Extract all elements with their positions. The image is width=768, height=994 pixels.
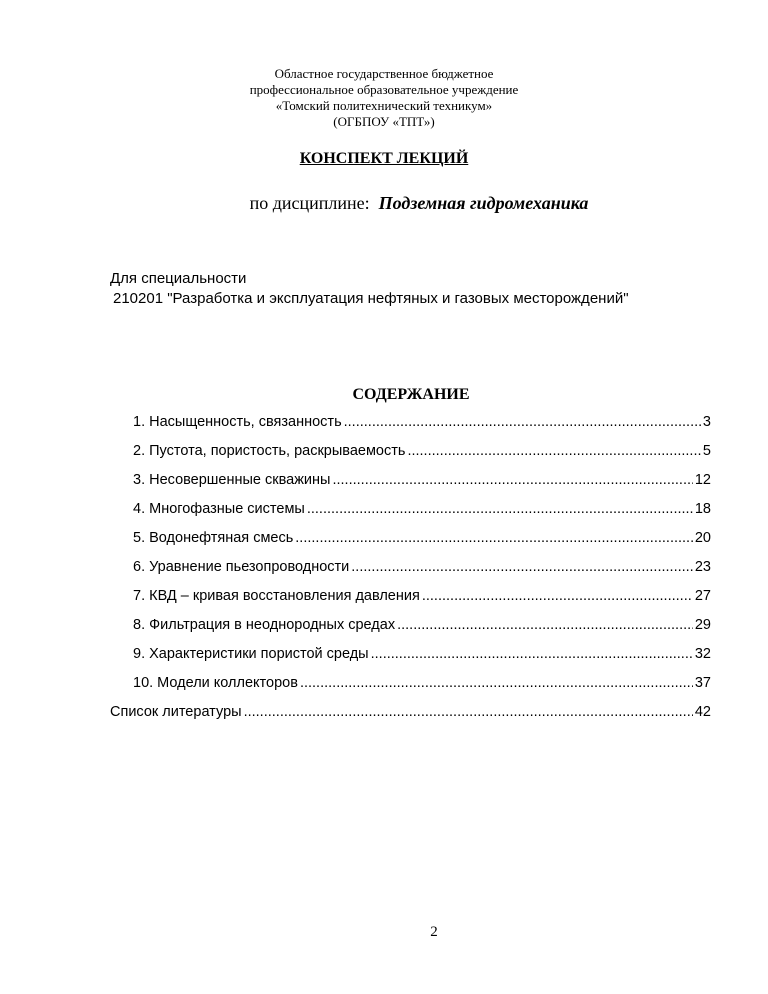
toc-item[interactable]: [133, 528, 711, 548]
toc-item[interactable]: [133, 412, 711, 432]
toc-item-leader: [397, 615, 693, 635]
toc-item-label: 4. Многофазные системы: [133, 501, 305, 517]
institution-header: [0, 66, 768, 130]
toc-item-leader: [332, 470, 692, 490]
toc-item-label: 1. Насыщенность, связанность: [133, 414, 342, 430]
toc-item-label: 5. Водонефтяная смесь: [133, 530, 294, 546]
toc-item-page: 23: [694, 559, 711, 575]
toc-item[interactable]: [133, 499, 711, 519]
toc-item[interactable]: [133, 644, 711, 664]
header-line-4: (ОГБПОУ «ТПТ»): [333, 114, 435, 129]
toc-item-page: 3: [702, 414, 711, 430]
toc-item-label: 9. Характеристики пористой среды: [133, 646, 369, 662]
toc-item[interactable]: [133, 470, 711, 490]
toc-item-label: Список литературы: [110, 704, 242, 720]
discipline-prefix: по дисциплине:: [249, 193, 370, 213]
toc-item[interactable]: [133, 586, 711, 606]
toc-item-label: 6. Уравнение пьезопроводности: [133, 559, 350, 575]
discipline-name: Подземная гидромеханика: [378, 193, 589, 213]
toc-item-page: 37: [694, 675, 711, 691]
toc-item-page: 12: [694, 472, 711, 488]
toc-item-page: 18: [694, 501, 711, 517]
document-title: КОНСПЕКТ ЛЕКЦИЙ: [299, 150, 469, 167]
toc-item-leader: [300, 673, 693, 693]
header-line-2: профессиональное образовательное учреждение: [249, 82, 519, 97]
specialty-block: [110, 269, 629, 309]
toc-item-page: 20: [694, 530, 711, 546]
page-number: 2: [430, 924, 438, 940]
specialty-label: Для специальности: [110, 270, 247, 287]
toc-item-page: 32: [694, 646, 711, 662]
toc-item-label: 8. Фильтрация в неоднородных средах: [133, 617, 396, 633]
toc-title: СОДЕРЖАНИЕ: [352, 386, 470, 403]
toc-item-leader: [244, 702, 693, 722]
toc-item[interactable]: [133, 615, 711, 635]
toc-item-page: 27: [694, 588, 711, 604]
discipline-line: [0, 193, 768, 214]
header-line-3: «Томский политехнический техникум»: [275, 98, 493, 113]
toc-item[interactable]: [133, 557, 711, 577]
toc-item-page: 42: [694, 704, 711, 720]
toc-item-label: 3. Несовершенные скважины: [133, 472, 331, 488]
toc-item-leader: [407, 441, 700, 461]
toc-item-leader: [344, 412, 701, 432]
toc-item-leader: [295, 528, 693, 548]
toc-item-label: 7. КВД – кривая восстановления давления: [133, 588, 420, 604]
toc-item[interactable]: [133, 673, 711, 693]
toc-item-page: 5: [702, 443, 711, 459]
toc-item-leader: [422, 586, 693, 606]
toc-item-label: 10. Модели коллекторов: [133, 675, 298, 691]
toc-item-leader: [351, 557, 693, 577]
toc-item-leader: [371, 644, 693, 664]
header-line-1: Областное государственное бюджетное: [274, 66, 494, 81]
toc-item[interactable]: [110, 702, 711, 722]
toc-item-label: 2. Пустота, пористость, раскрываемость: [133, 443, 406, 459]
toc-item-page: 29: [694, 617, 711, 633]
specialty-code-name: 210201 "Разработка и эксплуатация нефтяных и газовых месторождений": [113, 290, 629, 307]
toc-item[interactable]: [133, 441, 711, 461]
toc-item-leader: [307, 499, 693, 519]
